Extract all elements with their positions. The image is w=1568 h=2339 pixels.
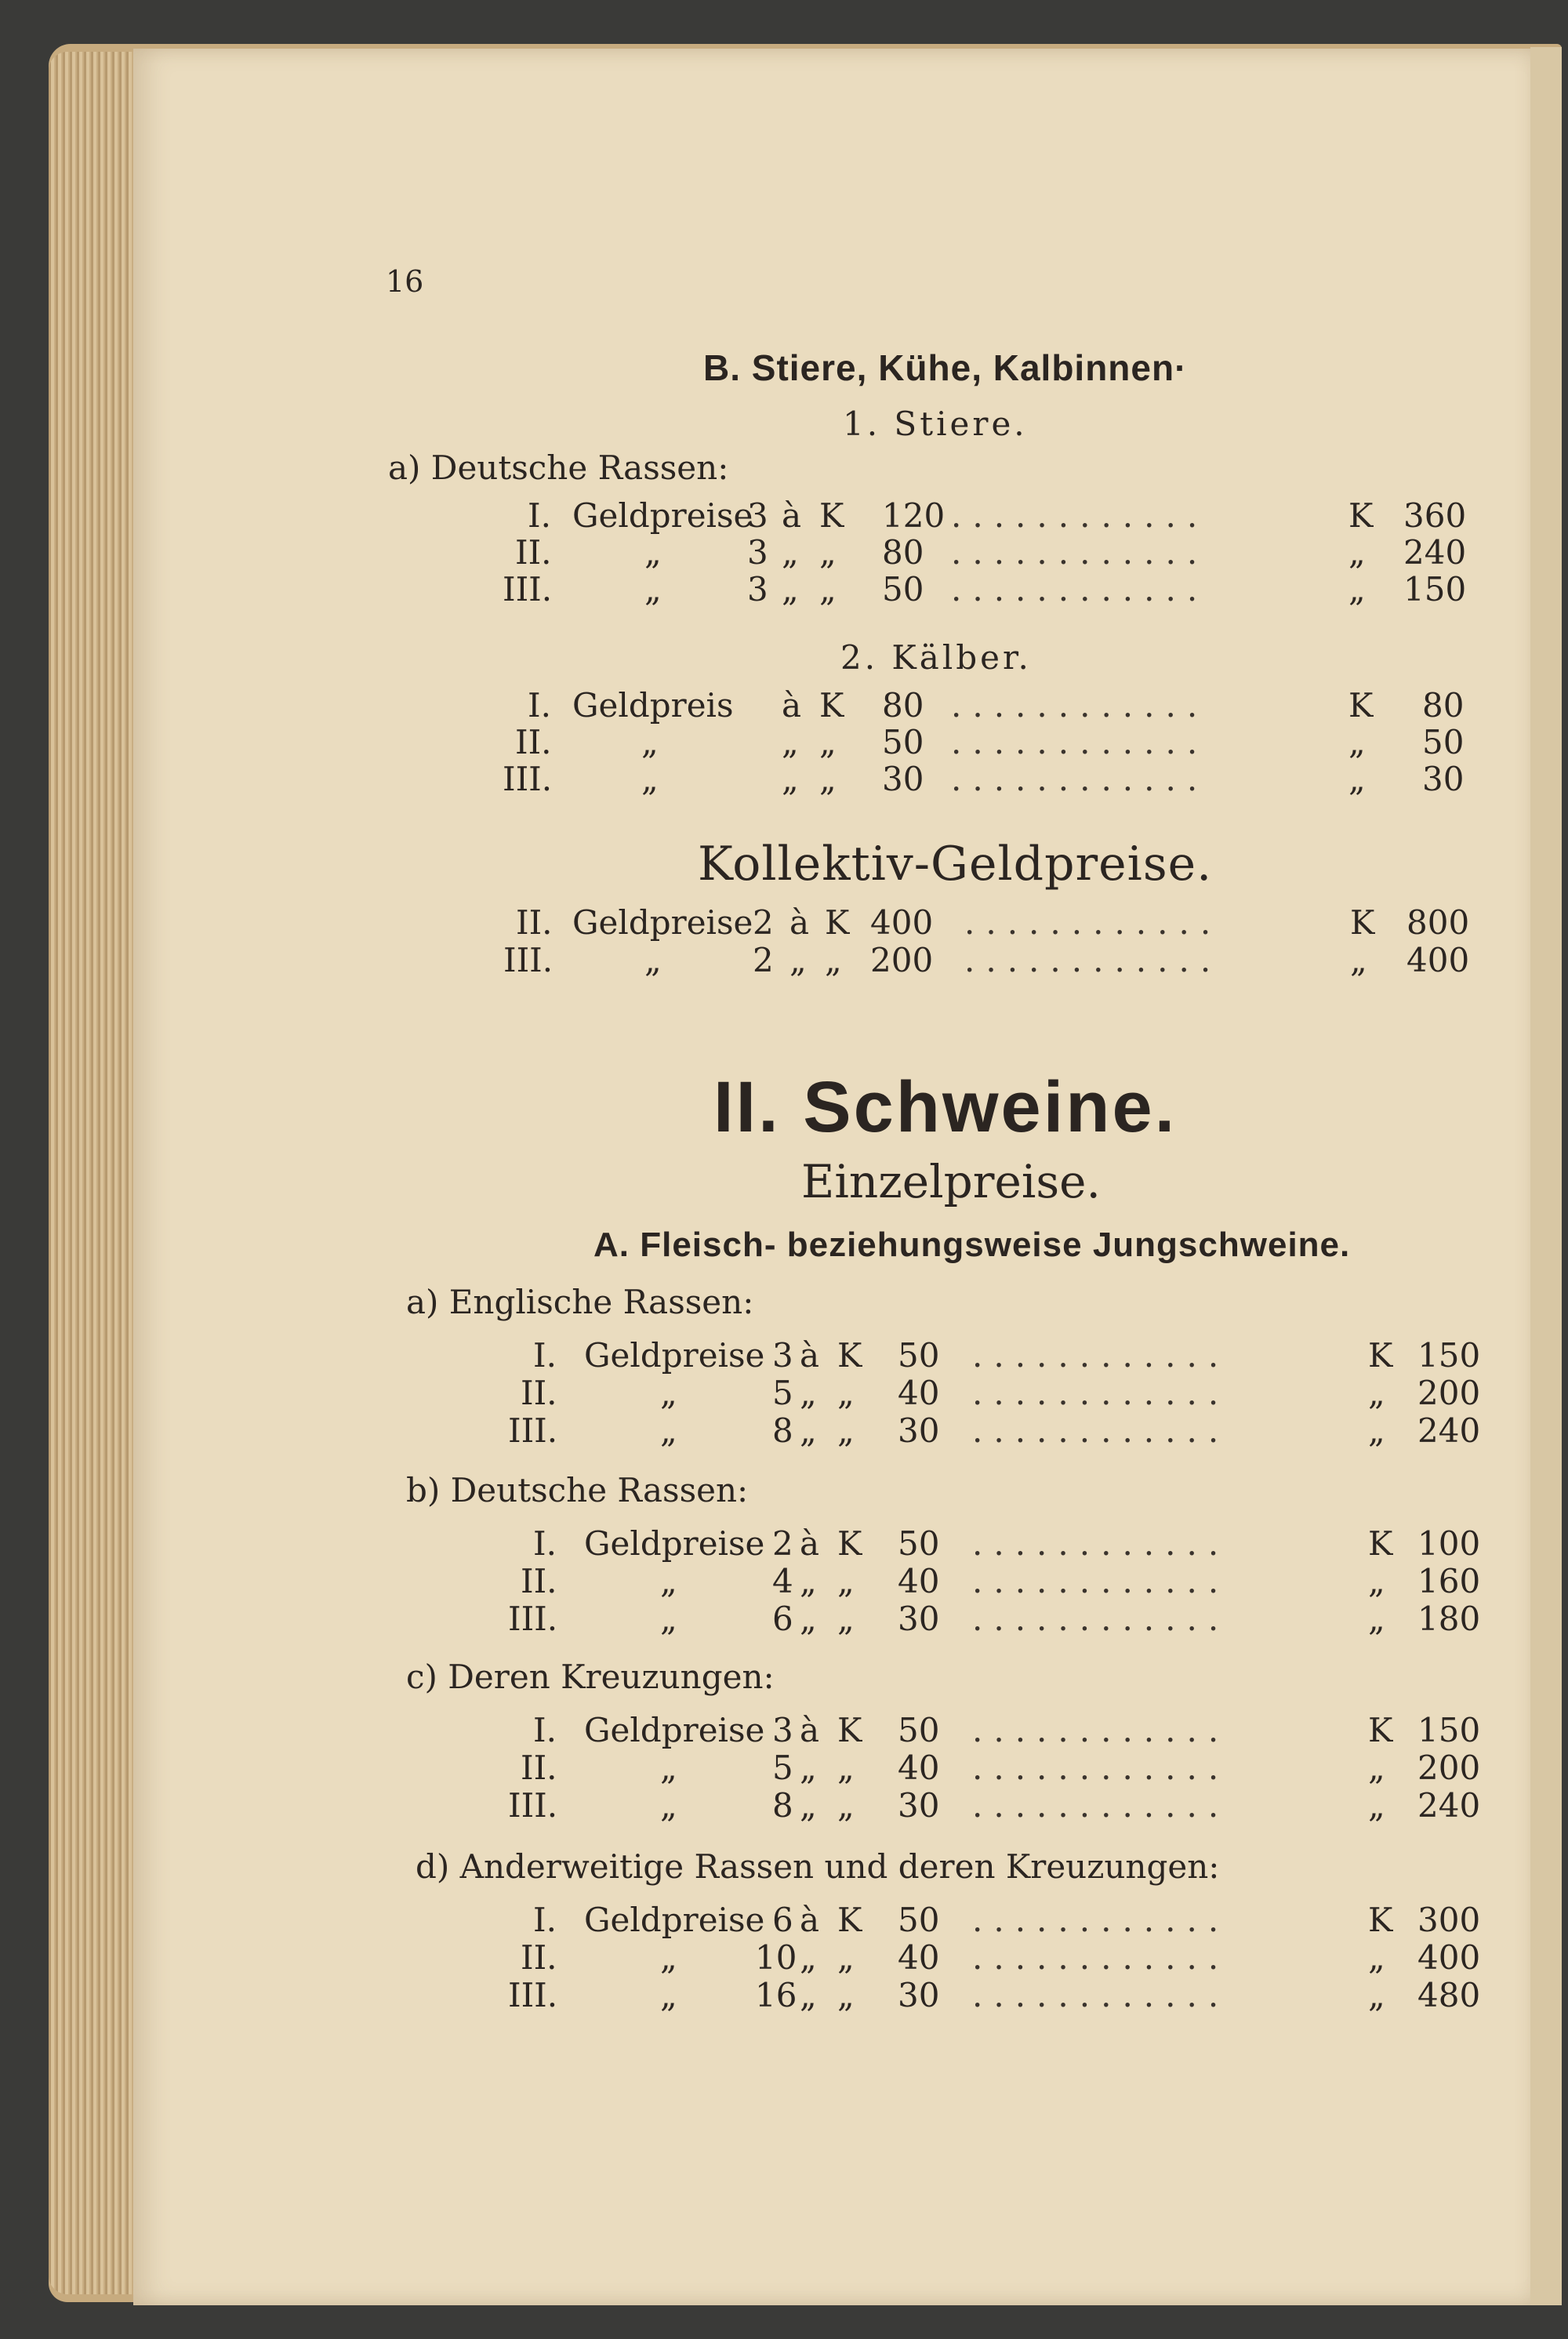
table-row (0, 903, 1568, 941)
unit-price: 30 (898, 1411, 940, 1450)
total-price: 80 (1422, 686, 1465, 725)
einzelpreise-heading: Einzelpreise. (801, 1155, 1101, 1208)
total-price: 150 (1417, 1336, 1481, 1375)
prize-label: „ (660, 1600, 677, 1638)
group-heading: c) Deren Kreuzungen: (406, 1658, 775, 1696)
section-b-heading: B. Stiere, Kühe, Kalbinnen· (703, 347, 1188, 388)
unit-price: 50 (898, 1524, 940, 1563)
leader-dots: ............ (951, 760, 1209, 798)
unit-price: 50 (882, 570, 924, 608)
total-price: 240 (1417, 1411, 1481, 1450)
prize-label: Geldpreise (584, 1901, 765, 1939)
table-row (0, 570, 1568, 608)
prize-rank: II. (516, 903, 553, 942)
table-row (0, 533, 1568, 571)
total-price: 50 (1422, 723, 1465, 761)
a-marker: à (782, 496, 802, 535)
table-row (0, 1600, 1568, 1637)
currency-unit: K (837, 1901, 862, 1939)
prize-count: 3 (747, 533, 768, 572)
prize-count: 6 (772, 1901, 793, 1939)
prize-count: 4 (772, 1562, 793, 1600)
leader-dots: ............ (964, 941, 1222, 979)
table-row (0, 1938, 1568, 1976)
currency-unit: „ (837, 1562, 855, 1600)
currency-unit: „ (837, 1749, 855, 1787)
total-price: 150 (1417, 1711, 1481, 1749)
prize-count: 10 (755, 1938, 797, 1977)
leader-dots: ............ (972, 1374, 1230, 1412)
total-unit: „ (1348, 723, 1366, 761)
leader-dots: ............ (951, 533, 1209, 572)
prize-label: Geldpreise (572, 903, 753, 942)
table-row (0, 1711, 1568, 1749)
leader-dots: ............ (951, 570, 1209, 608)
unit-price: 50 (898, 1901, 940, 1939)
prize-label: Geldpreise (584, 1524, 765, 1563)
a-marker: „ (800, 1411, 817, 1450)
total-unit: „ (1368, 1374, 1385, 1412)
prize-rank: III. (508, 1411, 558, 1450)
leader-dots: ............ (972, 1938, 1230, 1977)
unit-price: 50 (882, 723, 924, 761)
section-a-heading: A. Fleisch- beziehungsweise Jungschweine. (593, 1226, 1351, 1264)
table-row (0, 723, 1568, 761)
table-row (0, 1786, 1568, 1824)
table-row (0, 1749, 1568, 1786)
table-row (0, 1336, 1568, 1374)
total-unit: „ (1368, 1600, 1385, 1638)
unit-price: 200 (870, 941, 934, 979)
prize-rank: I. (528, 686, 551, 725)
prize-label: „ (641, 760, 659, 798)
total-unit: K (1348, 496, 1374, 535)
a-marker: „ (800, 1786, 817, 1825)
currency-unit: „ (819, 533, 837, 572)
page-number: 16 (386, 264, 424, 299)
total-unit: K (1368, 1336, 1393, 1375)
prize-rank: I. (533, 1711, 557, 1749)
total-unit: „ (1368, 1938, 1385, 1977)
leader-dots: ............ (972, 1786, 1230, 1825)
prize-count: 8 (772, 1411, 793, 1450)
prize-count: 3 (747, 496, 768, 535)
unit-price: 30 (882, 760, 924, 798)
prize-rank: II. (515, 723, 552, 761)
unit-price: 120 (882, 496, 946, 535)
prize-label: „ (644, 533, 662, 572)
prize-count: 5 (772, 1374, 793, 1412)
table-row (0, 496, 1568, 534)
prize-rank: III. (508, 1786, 558, 1825)
total-price: 100 (1417, 1524, 1481, 1563)
currency-unit: „ (819, 723, 837, 761)
total-unit: K (1368, 1711, 1393, 1749)
a-marker: à (800, 1901, 820, 1939)
prize-rank: II. (521, 1749, 557, 1787)
total-price: 360 (1403, 496, 1467, 535)
prize-label: „ (660, 1749, 677, 1787)
leader-dots: ............ (972, 1749, 1230, 1787)
a-marker: à (800, 1336, 820, 1375)
currency-unit: „ (837, 1938, 855, 1977)
currency-unit: „ (819, 760, 837, 798)
prize-count: 16 (755, 1976, 797, 2014)
total-unit: „ (1368, 1976, 1385, 2014)
currency-unit: K (819, 496, 844, 535)
unit-price: 50 (898, 1336, 940, 1375)
a-marker: à (800, 1711, 820, 1749)
total-price: 200 (1417, 1749, 1481, 1787)
total-price: 800 (1406, 903, 1470, 942)
table-row (0, 1524, 1568, 1562)
prize-rank: III. (503, 760, 553, 798)
leader-dots: ............ (972, 1711, 1230, 1749)
currency-unit: K (825, 903, 850, 942)
total-price: 240 (1403, 533, 1467, 572)
group-heading: b) Deutsche Rassen: (406, 1471, 749, 1509)
a-marker: „ (782, 533, 799, 572)
prize-label: Geldpreise (584, 1711, 765, 1749)
a-marker: „ (800, 1374, 817, 1412)
unit-price: 80 (882, 533, 924, 572)
prize-count: 2 (753, 941, 774, 979)
a-marker: „ (782, 723, 799, 761)
total-unit: „ (1368, 1786, 1385, 1825)
currency-unit: „ (825, 941, 842, 979)
schweine-heading: II. Schweine. (713, 1067, 1178, 1147)
prize-label: „ (660, 1976, 677, 2014)
prize-rank: II. (521, 1374, 557, 1412)
currency-unit: „ (837, 1976, 855, 2014)
total-price: 30 (1422, 760, 1465, 798)
currency-unit: „ (837, 1600, 855, 1638)
currency-unit: K (837, 1711, 862, 1749)
prize-label: „ (660, 1562, 677, 1600)
total-price: 160 (1417, 1562, 1481, 1600)
currency-unit: „ (837, 1411, 855, 1450)
total-price: 180 (1417, 1600, 1481, 1638)
subheading-kaelber: 2. Kälber. (840, 638, 1032, 677)
prize-count: 2 (753, 903, 774, 942)
total-unit: „ (1368, 1749, 1385, 1787)
leader-dots: ............ (951, 686, 1209, 725)
total-unit: „ (1368, 1562, 1385, 1600)
prize-rank: I. (533, 1524, 557, 1563)
table-row (0, 760, 1568, 797)
total-price: 240 (1417, 1786, 1481, 1825)
leader-dots: ............ (951, 496, 1209, 535)
a-marker: „ (800, 1976, 817, 2014)
total-unit: „ (1348, 760, 1366, 798)
currency-unit: K (837, 1524, 862, 1563)
currency-unit: „ (819, 570, 837, 608)
total-unit: „ (1348, 570, 1366, 608)
currency-unit: „ (837, 1786, 855, 1825)
subheading-stiere: 1. Stiere. (843, 405, 1028, 443)
total-unit: „ (1348, 533, 1366, 572)
total-price: 150 (1403, 570, 1467, 608)
prize-rank: II. (521, 1938, 557, 1977)
table-row (0, 1562, 1568, 1600)
table-row (0, 1901, 1568, 1938)
prize-label: Geldpreise (572, 496, 753, 535)
prize-rank: III. (503, 941, 554, 979)
prize-rank: I. (533, 1901, 557, 1939)
prize-label: Geldpreise (584, 1336, 765, 1375)
table-row (0, 686, 1568, 724)
prize-count: 8 (772, 1786, 793, 1825)
prize-rank: III. (508, 1976, 558, 2014)
table-row (0, 1374, 1568, 1411)
table-row (0, 941, 1568, 979)
group-heading: a) Englische Rassen: (406, 1283, 754, 1321)
unit-price: 40 (898, 1749, 940, 1787)
leader-dots: ............ (972, 1336, 1230, 1375)
total-unit: „ (1368, 1411, 1385, 1450)
prize-rank: III. (503, 570, 553, 608)
unit-price: 40 (898, 1938, 940, 1977)
prize-label: „ (644, 941, 662, 979)
unit-price: 30 (898, 1976, 940, 2014)
table-row (0, 1976, 1568, 2014)
total-unit: K (1348, 686, 1374, 725)
kollektiv-heading: Kollektiv-Geldpreise. (698, 837, 1213, 892)
prize-label: „ (660, 1374, 677, 1412)
currency-unit: K (837, 1336, 862, 1375)
currency-unit: K (819, 686, 844, 725)
leader-dots: ............ (972, 1524, 1230, 1563)
prize-rank: I. (533, 1336, 557, 1375)
prize-label: Geldpreis (572, 686, 734, 725)
prize-rank: I. (528, 496, 551, 535)
prize-label: „ (644, 570, 662, 608)
leader-dots: ............ (972, 1562, 1230, 1600)
leader-dots: ............ (972, 1976, 1230, 2014)
total-price: 480 (1417, 1976, 1481, 2014)
currency-unit: „ (837, 1374, 855, 1412)
prize-count: 3 (772, 1711, 793, 1749)
unit-price: 30 (898, 1786, 940, 1825)
prize-count: 5 (772, 1749, 793, 1787)
leader-dots: ............ (964, 903, 1222, 942)
unit-price: 80 (882, 686, 924, 725)
total-unit: „ (1350, 941, 1367, 979)
a-marker: „ (782, 570, 799, 608)
total-price: 200 (1417, 1374, 1481, 1412)
total-unit: K (1368, 1524, 1393, 1563)
prize-count: 3 (747, 570, 768, 608)
total-price: 300 (1417, 1901, 1481, 1939)
leader-dots: ............ (972, 1600, 1230, 1638)
group-heading: d) Anderweitige Rassen und deren Kreuzungen: (416, 1847, 1220, 1886)
a-marker: „ (800, 1600, 817, 1638)
prize-rank: III. (508, 1600, 558, 1638)
a-marker: à (800, 1524, 820, 1563)
total-unit: K (1350, 903, 1375, 942)
a-marker: à (789, 903, 810, 942)
prize-label: „ (641, 723, 659, 761)
group-heading-deutsche-rassen: a) Deutsche Rassen: (388, 449, 729, 487)
unit-price: 50 (898, 1711, 940, 1749)
prize-label: „ (660, 1938, 677, 1977)
table-row (0, 1411, 1568, 1449)
a-marker: „ (789, 941, 807, 979)
prize-rank: II. (521, 1562, 557, 1600)
unit-price: 400 (870, 903, 934, 942)
total-price: 400 (1417, 1938, 1481, 1977)
leader-dots: ............ (972, 1411, 1230, 1450)
prize-count: 2 (772, 1524, 793, 1563)
a-marker: „ (800, 1749, 817, 1787)
a-marker: „ (800, 1562, 817, 1600)
a-marker: „ (782, 760, 799, 798)
total-unit: K (1368, 1901, 1393, 1939)
a-marker: „ (800, 1938, 817, 1977)
unit-price: 40 (898, 1562, 940, 1600)
unit-price: 40 (898, 1374, 940, 1412)
leader-dots: ............ (972, 1901, 1230, 1939)
prize-count: 3 (772, 1336, 793, 1375)
prize-label: „ (660, 1411, 677, 1450)
prize-rank: II. (515, 533, 552, 572)
prize-label: „ (660, 1786, 677, 1825)
prize-count: 6 (772, 1600, 793, 1638)
total-price: 400 (1406, 941, 1470, 979)
leader-dots: ............ (951, 723, 1209, 761)
a-marker: à (782, 686, 802, 725)
unit-price: 30 (898, 1600, 940, 1638)
